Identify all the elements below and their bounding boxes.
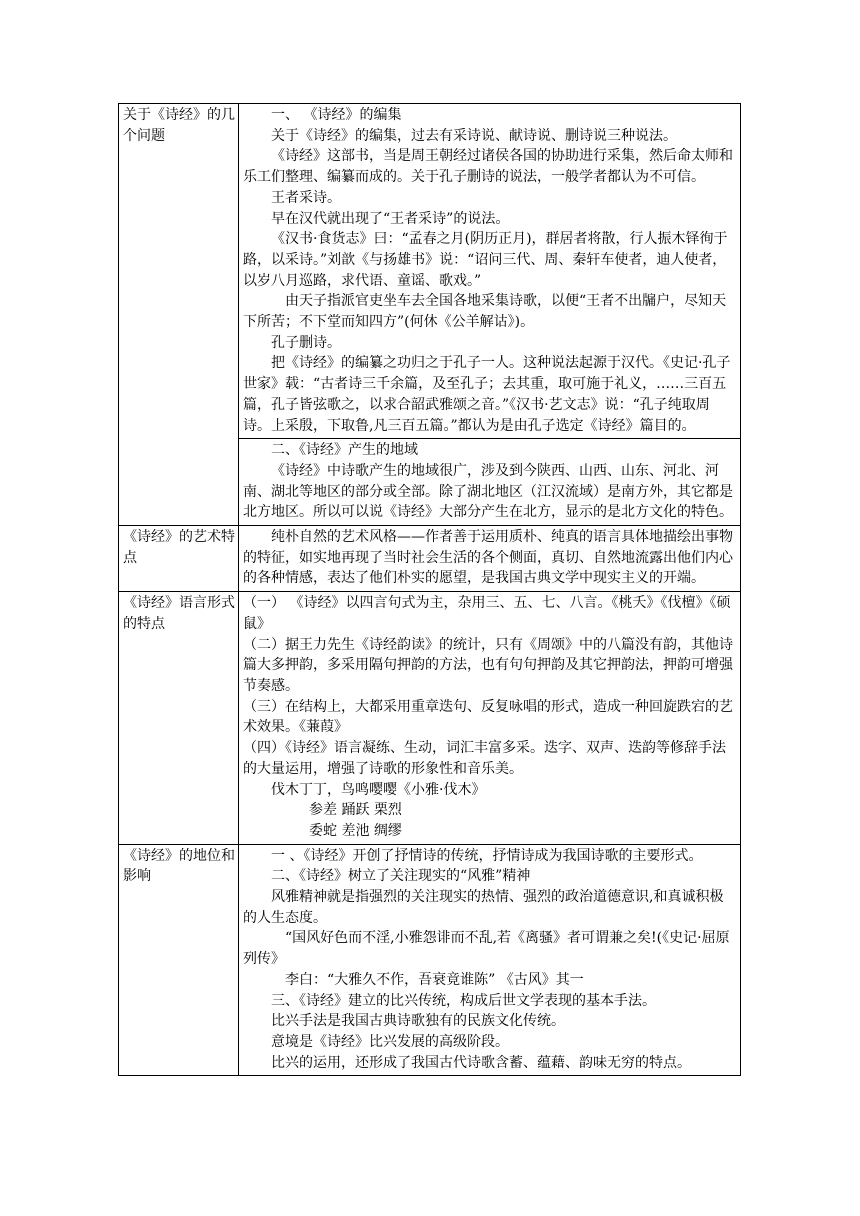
table-row: [119, 844, 741, 1076]
row-label-cell: [119, 844, 239, 1076]
paragraph: “国风好色而不淫,小雅怨诽而不乱,若《离骚》者可谓兼之矣!(《史记·屈原列传》: [243, 930, 730, 968]
document-page: [118, 103, 738, 1076]
paragraph: 关于《诗经》的编集，过去有采诗说、献诗说、删诗说三种说法。: [271, 127, 677, 144]
paragraph: （三）在结构上，大都采用重章迭句、反复咏唱的形式，造成一种回旋跌宕的艺术效果。《蒹葭》: [243, 698, 733, 736]
paragraph: （一） 《诗经》以四言句式为主，杂用三、五、七、八言。《桃夭》《伐檀》《硕鼠》: [243, 595, 731, 632]
paragraph: （二）据王力先生《诗经韵读》的统计，只有《周颂》中的八篇没有韵，其他诗篇大多押韵，多采用隔句押韵的方法，也有句句押韵及其它押韵法，押韵可增强节奏感。: [243, 636, 733, 694]
paragraph: 把《诗经》的编纂之功归之于孔子一人。这种说法起源于汉代。《史记·孔子世家》载：“古者诗三千余篇，及至孔子；去其重，取可施于礼义，……三百五篇，孔子皆弦歌之，以求合韶武雅颂之音。”《汉书·艺文志》说：“孔子纯取周诗。上采殷，下取鲁,凡三百五篇。”都认为是由孔子选定《诗经》篇目的。: [243, 355, 731, 434]
paragraph: （四）《诗经》语言凝练、生动，词汇丰富多采。迭字、双声、迭韵等修辞手法的大量运用，增强了诗歌的形象性和音乐美。: [243, 740, 726, 777]
paragraph: 李白：“大雅久不作，吾衰竟谁陈” 《古风》其一: [285, 971, 584, 988]
paragraph: 比兴手法是我国古典诗歌独有的民族文化传统。: [271, 1013, 565, 1030]
content-table-body: [119, 104, 741, 1076]
row-content-cell: [239, 104, 741, 439]
paragraph: 《诗经》中诗歌产生的地域很广，涉及到今陕西、山西、山东、河北、河南、湖北等地区的部分或全部。除了湖北地区（江汉流域）是南方外，其它都是北方地区。所以可以说《诗经》大部分产生在北方，显示的是北方文化的特色。: [243, 462, 733, 521]
paragraph: 风雅精神就是指强烈的关注现实的热情、强烈的政治道德意识,和真诚积极的人生态度。: [243, 889, 724, 926]
paragraph: 意境是《诗经》比兴发展的高级阶段。: [271, 1033, 509, 1050]
row-content-cell: [239, 592, 741, 844]
paragraph: 孔子删诗。: [271, 334, 341, 351]
paragraph: 比兴的运用，还形成了我国古代诗歌含蓄、蕴藉、韵味无穷的特点。: [271, 1054, 691, 1071]
table-row: [119, 104, 741, 439]
paragraph: 三、《诗经》建立的比兴传统，构成后世文学表现的基本手法。: [271, 992, 656, 1009]
paragraph: 王者采诗。: [271, 189, 341, 206]
row-label-cell: [119, 526, 239, 592]
content-table: [118, 103, 741, 1076]
row-label: 关于《诗经》的几个问题: [123, 107, 235, 144]
row-label: 《诗经》语言形式的特点: [123, 595, 235, 632]
row-label: 《诗经》的地位和影响: [123, 847, 235, 885]
table-row: [119, 526, 741, 592]
paragraph: 一、 《诗经》的编集: [271, 107, 402, 123]
paragraph: 由天子指派官吏坐车去全国各地采集诗歌，以便“王者不出牖户，尽知天下所苦；不下堂而知四方”(何休《公羊解诂》)。: [243, 293, 727, 331]
row-content-cell: [239, 526, 741, 592]
paragraph: 伐木丁丁，鸟鸣嘤嘤《小雅·伐木》: [271, 781, 486, 798]
row-label-cell: [119, 104, 239, 526]
paragraph: 一 、《诗经》开创了抒情诗的传统，抒情诗成为我国诗歌的主要形式。: [271, 847, 703, 864]
paragraph: 二、《诗经》产生的地域: [271, 442, 418, 459]
paragraph: 《诗经》这部书，当是周王朝经过诸侯各国的协助进行采集，然后命太师和乐工们整理、编纂而成的。关于孔子删诗的说法，一般学者都认为不可信。: [243, 148, 733, 186]
paragraph: 二、《诗经》树立了关注现实的“风雅”精神: [271, 868, 531, 885]
paragraph: 纯朴自然的艺术风格——作者善于运用质朴、纯真的语言具体地描绘出事物的特征，如实地再现了当时社会生活的各个侧面，真切、自然地流露出他们内心的各种情感，表达了他们朴实的愿望，是我国古典文学中现实主义的开端。: [243, 529, 733, 587]
paragraph: 早在汉代就出现了“王者采诗”的说法。: [271, 210, 510, 227]
table-row: [119, 592, 741, 844]
row-label: 《诗经》的艺术特点: [123, 529, 235, 566]
row-label-cell: [119, 592, 239, 844]
paragraph: 委蛇 差池 绸缪: [309, 822, 402, 839]
row-content-cell: [239, 439, 741, 526]
paragraph: 参差 踊跃 栗烈: [309, 802, 402, 819]
row-content-cell: [239, 844, 741, 1076]
paragraph: 《汉书·食货志》曰：“孟春之月(阴历正月)，群居者将散，行人振木铎徇于路，以采诗。”刘歆《与扬雄书》说：“诏问三代、周、秦轩车使者，迪人使者，以岁八月巡路，求代语、童谣、歌戏。”: [243, 231, 728, 289]
